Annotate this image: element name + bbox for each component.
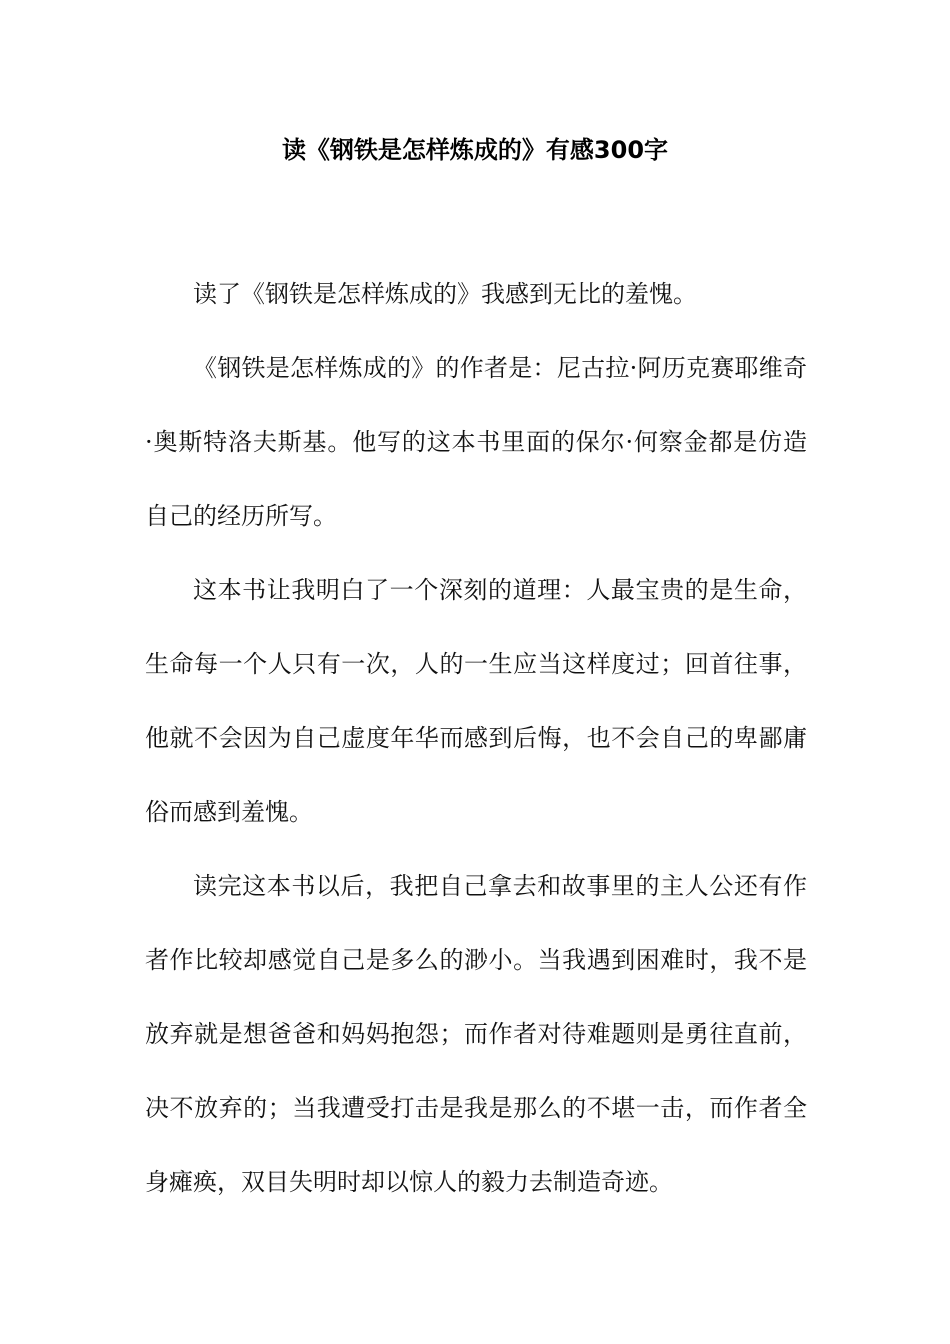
paragraph: 读完这本书以后，我把自己拿去和故事里的主人公还有作者作比较却感觉自己是多么的渺小。当我遇到困难时，我不是放弃就是想爸爸和妈妈抱怨；而作者对待难题则是勇往直前，决不放弃的；当我遭受打击是我是那么的不堪一击，而作者全身瘫痪，双目失明时却以惊人的毅力去制造奇迹。 [145,872,807,1196]
document-body [145,257,807,1219]
paragraph: 《钢铁是怎样炼成的》的作者是：尼古拉·阿历克赛耶维奇·奥斯特洛夫斯基。他写的这本书里面的保尔·何察金都是仿造自己的经历所写。 [145,354,807,530]
paragraph: 读了《钢铁是怎样炼成的》我感到无比的羞愧。 [193,280,697,308]
document-title: 读《钢铁是怎样炼成的》有感300字 [281,136,669,164]
paragraph: 这本书让我明白了一个深刻的道理：人最宝贵的是生命，生命每一个人只有一次，人的一生应当这样度过；回首往事，他就不会因为自己虚度年华而感到后悔，也不会自己的卑鄙庸俗而感到羞愧。 [145,576,807,826]
